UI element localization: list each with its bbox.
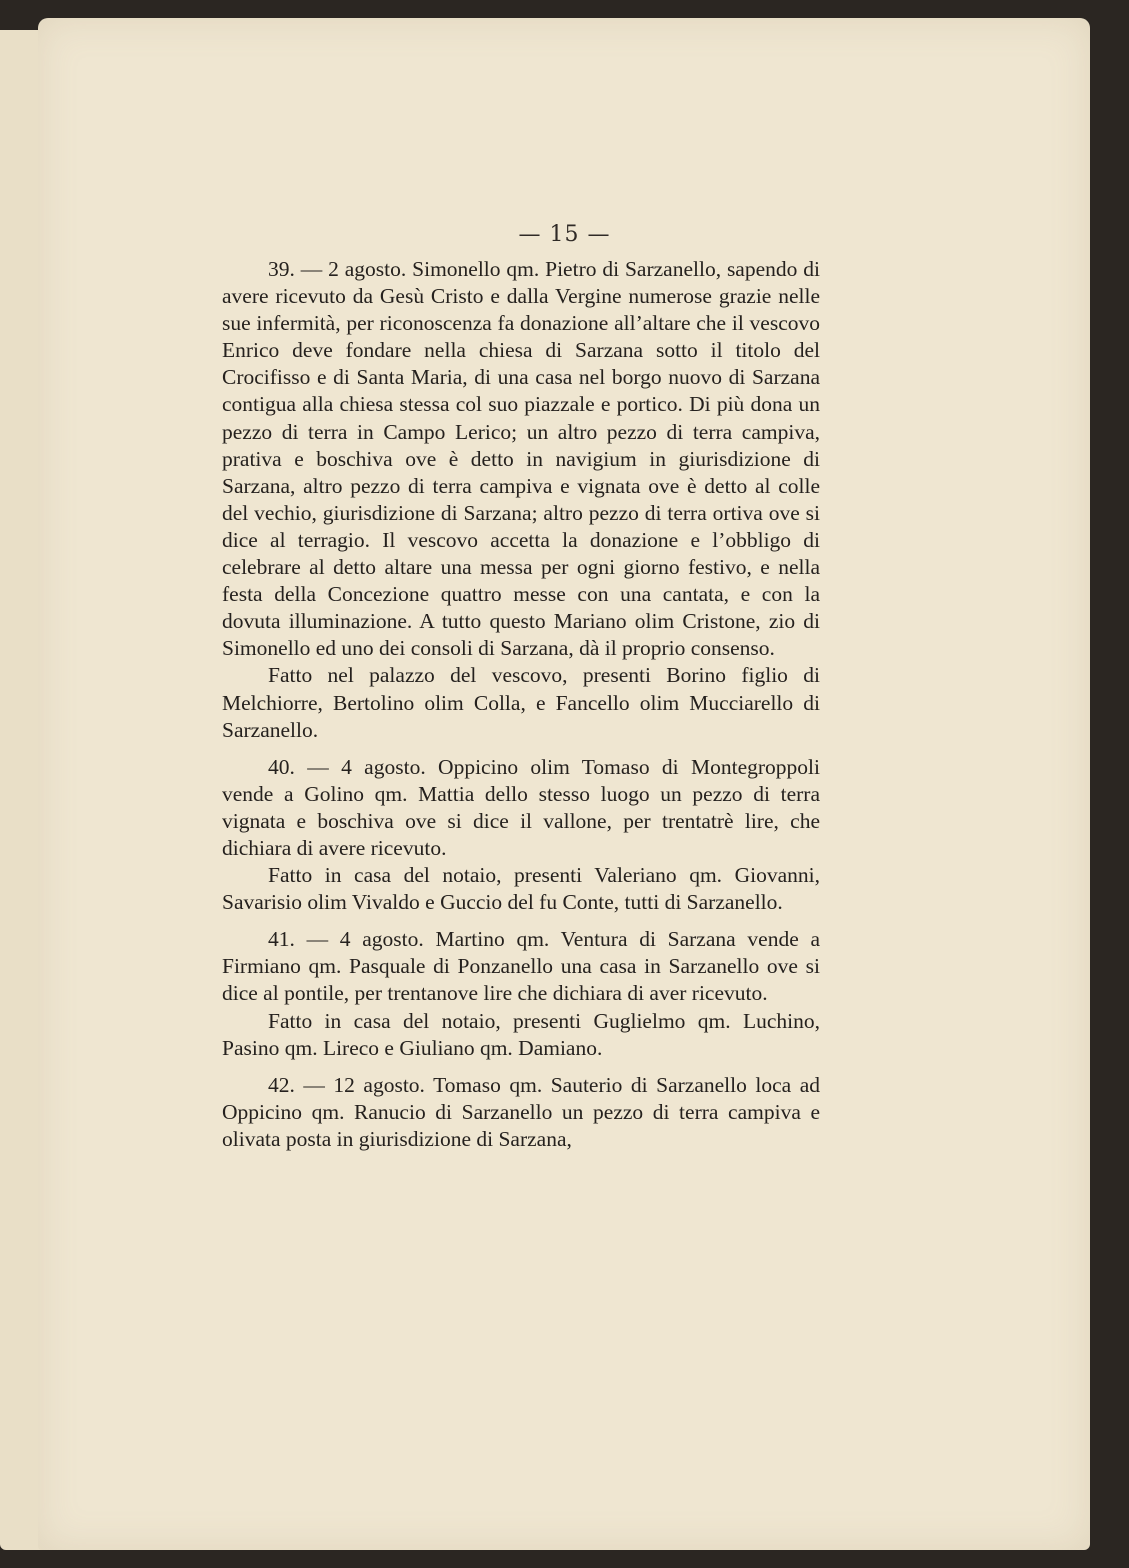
entry-41 xyxy=(222,926,820,1061)
entry-paragraph: 39. — 2 agosto. Simonello qm. Pietro di Sarzanello, sapendo di avere ricevuto da Gesù Cristo e dalla Vergine numerose grazie nelle sue infermità, per riconoscenza fa donazione all’altare che il vescovo Enrico deve fondare nella chiesa di Sarzana sotto il titolo del Crocifisso e di Santa Maria, di una casa nel borgo nuovo di Sarzana contigua alla chiesa stessa col suo piazzale e portico. Di più dona un pezzo di terra in Campo Lerico; un altro pezzo di terra campiva, prativa e boschiva ove è detto in navigium in giurisdizione di Sarzana, altro pezzo di terra campiva e vignata ove è detto al colle del vechio, giurisdizione di Sarzana; altro pezzo di terra ortiva ove si dice al terragio. Il vescovo accetta la donazione e l’obbligo di celebrare al detto altare una messa per ogni giorno festivo, e nella festa della Concezione quattro messe con una cantata, e con la dovuta illuminazione. A tutto questo Mariano olim Cristone, zio di Simonello ed uno dei consoli di Sarzana, dà il proprio consenso. xyxy=(222,257,820,661)
entry-paragraph: 40. — 4 agosto. Oppicino olim Tomaso di Montegroppoli vende a Golino qm. Mattia dello stesso luogo un pezzo di terra vignata e boschiva ove si dice il vallone, per trentatrè lire, che dichiara di avere ricevuto. xyxy=(222,754,820,860)
entry-witnesses: Fatto in casa del notaio, presenti Guglielmo qm. Luchino, Pasino qm. Lireco e Giuliano qm. Damiano. xyxy=(222,1008,820,1060)
page-number: — 15 — xyxy=(518,222,611,247)
entry-42 xyxy=(222,1072,820,1153)
entry-witnesses: Fatto in casa del notaio, presenti Valeriano qm. Giovanni, Savarisio olim Vivaldo e Guccio del fu Conte, tutti di Sarzanello. xyxy=(222,863,820,915)
entry-40 xyxy=(222,754,820,917)
document-body xyxy=(222,256,820,1153)
entry-paragraph: 42. — 12 agosto. Tomaso qm. Sauterio di Sarzanello loca ad Oppicino qm. Ranucio di Sarzanello un pezzo di terra campiva e olivata posta in giurisdizione di Sarzana, xyxy=(222,1072,820,1151)
entry-39 xyxy=(222,256,820,744)
entry-paragraph: 41. — 4 agosto. Martino qm. Ventura di Sarzana vende a Firmiano qm. Pasquale di Ponzanello una casa in Sarzanello ove si dice al pontile, per trentanove lire che dichiara di aver ricevuto. xyxy=(222,927,820,1006)
entry-witnesses: Fatto nel palazzo del vescovo, presenti Borino figlio di Melchiorre, Bertolino olim Colla, e Fancello olim Mucciarello di Sarzanello. xyxy=(222,663,820,742)
